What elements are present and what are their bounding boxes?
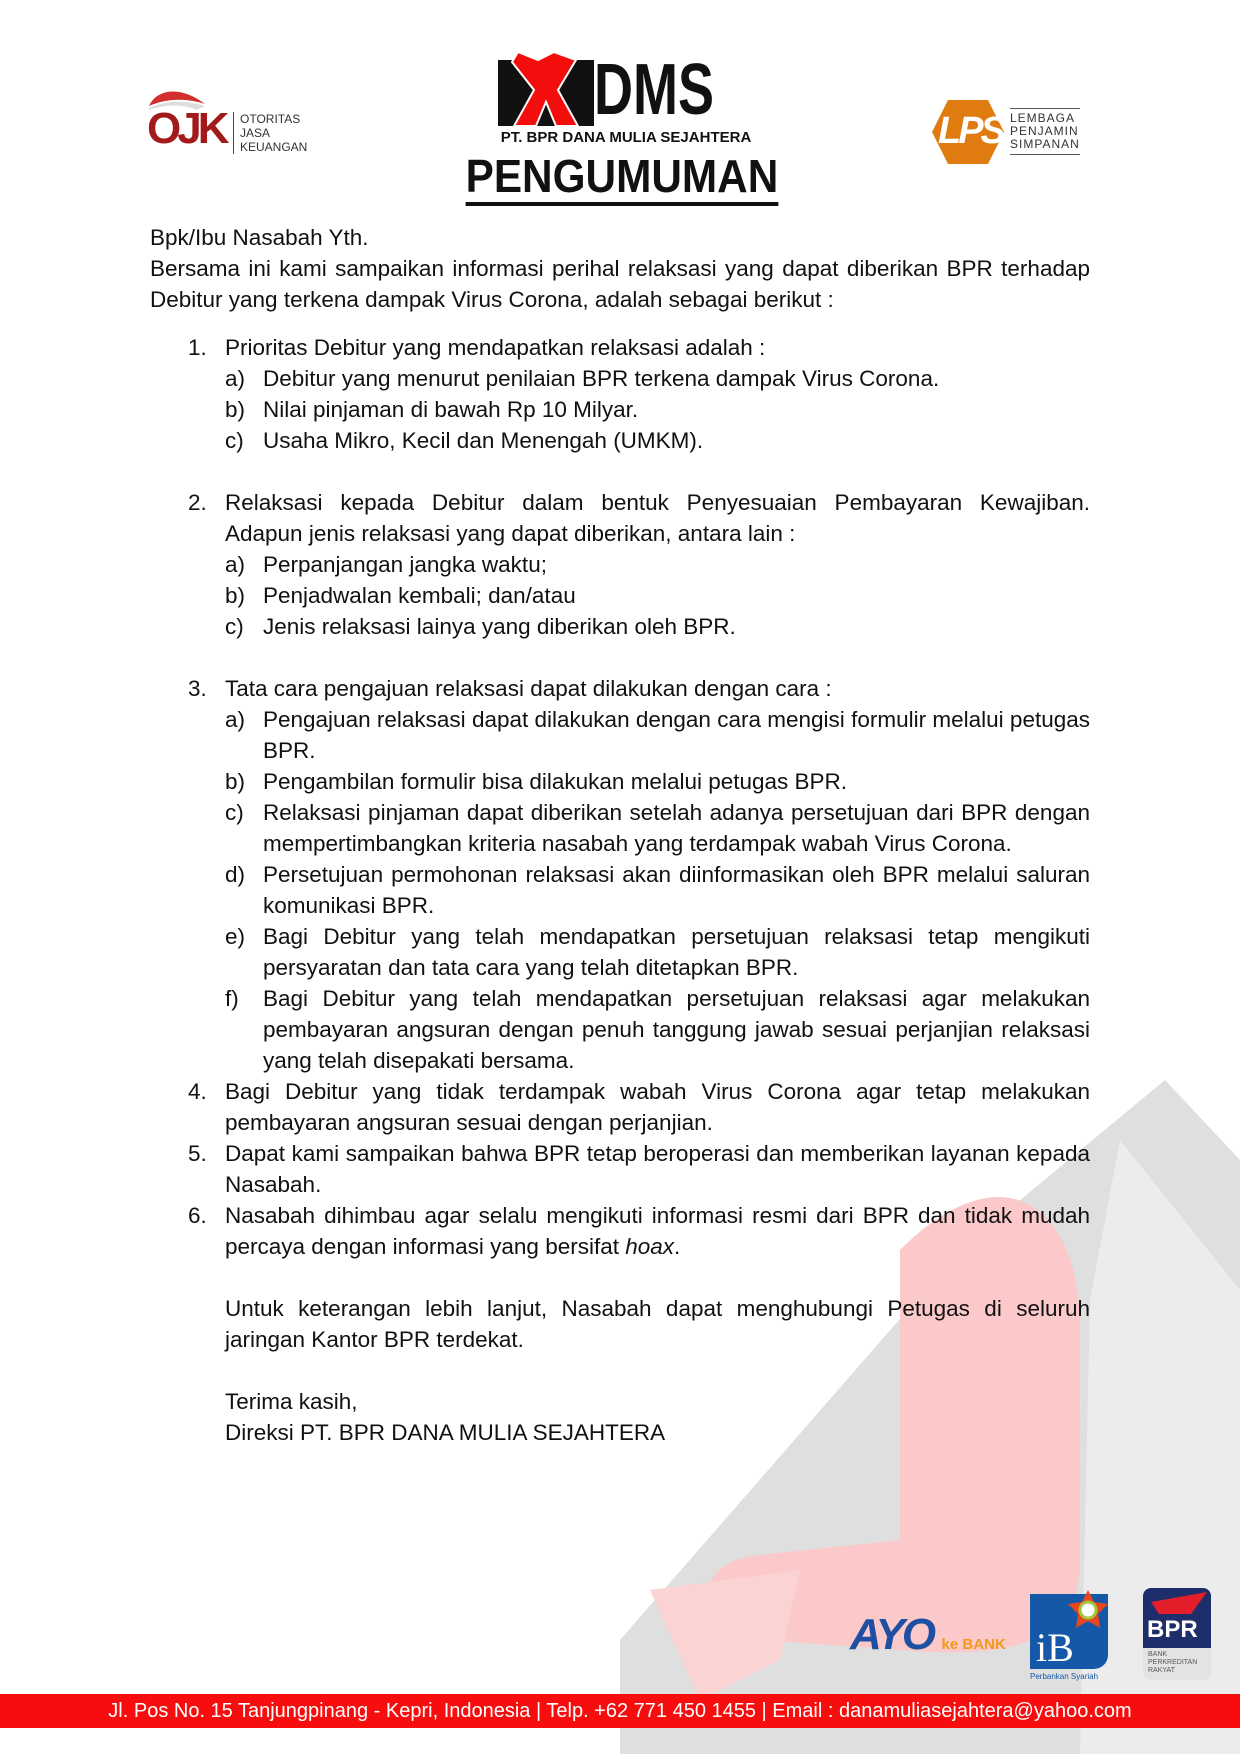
item-number: 1. (188, 335, 207, 360)
item-text: Bagi Debitur yang tidak terdampak wabah Virus Corona agar tetap melakukan pembayaran angsuran sesuai dengan perjanjian. (225, 1079, 1090, 1135)
sub-item: e) Bagi Debitur yang telah mendapatkan persetujuan relaksasi tetap mengikuti persyaratan dan tata cara yang telah ditetapkan BPR. (225, 924, 1090, 980)
ojk-line: JASA (240, 126, 271, 140)
sub-item: d) Persetujuan permohonan relaksasi akan diinformasikan oleh BPR melalui saluran komunikasi BPR. (225, 862, 1090, 918)
closing-text: Untuk keterangan lebih lanjut, Nasabah dapat menghubungi Petugas di seluruh jaringan Kantor BPR terdekat. (225, 1296, 1090, 1352)
thanks: Terima kasih, (225, 1389, 358, 1414)
bpr-line: BANK (1148, 1651, 1168, 1658)
list-item (150, 1138, 1090, 1200)
sub-item: a) Pengajuan relaksasi dapat dilakukan dengan cara mengisi formulir melalui petugas BPR. (225, 707, 1090, 763)
sub-item: a) Perpanjangan jangka waktu; (225, 552, 547, 577)
ojk-line: OTORITAS (240, 112, 301, 126)
sub-item: b) Nilai pinjaman di bawah Rp 10 Milyar. (225, 397, 639, 422)
bpr-logo (1143, 1588, 1211, 1680)
dms-emblem-icon (498, 50, 594, 128)
bpr-line: RAKYAT (1148, 1667, 1175, 1674)
item-list (150, 332, 1090, 1262)
item-number: 4. (188, 1079, 207, 1104)
sub-item: a) Debitur yang menurut penilaian BPR terkena dampak Virus Corona. (225, 366, 940, 391)
ayo-mark: AYO (850, 1610, 934, 1659)
ayo-ke-bank-logo (850, 1610, 1030, 1660)
ojk-line: KEUANGAN (240, 140, 308, 154)
list-item (150, 673, 1090, 1076)
item-text: Tata cara pengajuan relaksasi dapat dilakukan dengan cara : (225, 676, 832, 701)
item-number: 3. (188, 676, 207, 701)
sub-item: b) Pengambilan formulir bisa dilakukan melalui petugas BPR. (225, 769, 848, 794)
bpr-mark: BPR (1147, 1616, 1198, 1643)
bpr-line: PERKREDITAN (1148, 1659, 1198, 1666)
intro: Bersama ini kami sampaikan informasi perihal relaksasi yang dapat diberikan BPR terhadap Debitur yang terkena dampak Virus Corona, adalah sebagai berikut : (150, 256, 1090, 312)
ib-star-icon (1068, 1590, 1108, 1630)
lps-line: LEMBAGA (1010, 111, 1076, 125)
signature: Direksi PT. BPR DANA MULIA SEJAHTERA (225, 1420, 666, 1445)
item-text: Nasabah dihimbau agar selalu mengikuti informasi resmi dari BPR dan tidak mudah percaya dengan informasi yang bersifat hoax. (225, 1203, 1090, 1259)
footer-contact-bar (0, 1694, 1240, 1728)
lps-line: SIMPANAN (1010, 137, 1080, 151)
ib-logo (1030, 1590, 1112, 1685)
lps-mark: LPS (938, 110, 1003, 152)
footer-address: Jl. Pos No. 15 Tanjungpinang - Kepri, Indonesia | Telp. +62 771 450 1455 | Email : danamuliasejahtera@yahoo.com (108, 1700, 1132, 1722)
ib-caption: Perbankan Syariah (1030, 1672, 1099, 1681)
company-name: PT. BPR DANA MULIA SEJAHTERA (500, 129, 752, 146)
item-number: 2. (188, 490, 207, 515)
item-text: Prioritas Debitur yang mendapatkan relaksasi adalah : (225, 335, 766, 360)
sub-item: c) Relaksasi pinjaman dapat diberikan setelah adanya persetujuan dari BPR dengan mempertimbangkan kriteria nasabah yang terdampak wabah Virus Corona. (225, 800, 1090, 856)
ojk-logo (145, 86, 320, 158)
list-item (150, 1200, 1090, 1262)
sub-item: c) Usaha Mikro, Kecil dan Menengah (UMKM). (225, 428, 704, 453)
ib-mark: iB (1036, 1625, 1074, 1670)
sub-item: c) Jenis relaksasi lainya yang diberikan oleh BPR. (225, 614, 736, 639)
lps-line: PENJAMIN (1010, 124, 1079, 138)
dms-logo (498, 50, 754, 146)
sub-item: f) Bagi Debitur yang telah mendapatkan persetujuan relaksasi agar melakukan pembayaran angsuran dengan penuh tanggung jawab sesuai perjanjian relaksasi yang telah disepakati bersama. (225, 986, 1090, 1073)
ojk-mark: OJK (147, 104, 226, 153)
announcement-body (150, 222, 1090, 1448)
item-number: 5. (188, 1141, 207, 1166)
page-title: PENGUMUMAN (466, 150, 779, 206)
ayo-suffix: ke BANK (941, 1636, 1006, 1653)
sub-item: b) Penjadwalan kembali; dan/atau (225, 583, 576, 608)
greeting: Bpk/Ibu Nasabah Yth. (150, 225, 369, 250)
list-item (150, 332, 1090, 456)
item-text: Dapat kami sampaikan bahwa BPR tetap beroperasi dan memberikan layanan kepada Nasabah. (225, 1141, 1090, 1197)
item-number: 6. (188, 1203, 207, 1228)
lps-logo (932, 100, 1092, 166)
item-text: Relaksasi kepada Debitur dalam bentuk Penyesuaian Pembayaran Kewajiban. Adapun jenis relaksasi yang dapat diberikan, antara lain : (225, 490, 1090, 546)
dms-mark: DMS (594, 50, 714, 130)
list-item (150, 1076, 1090, 1138)
bpr-flag-icon (1151, 1592, 1207, 1614)
list-item (150, 487, 1090, 642)
